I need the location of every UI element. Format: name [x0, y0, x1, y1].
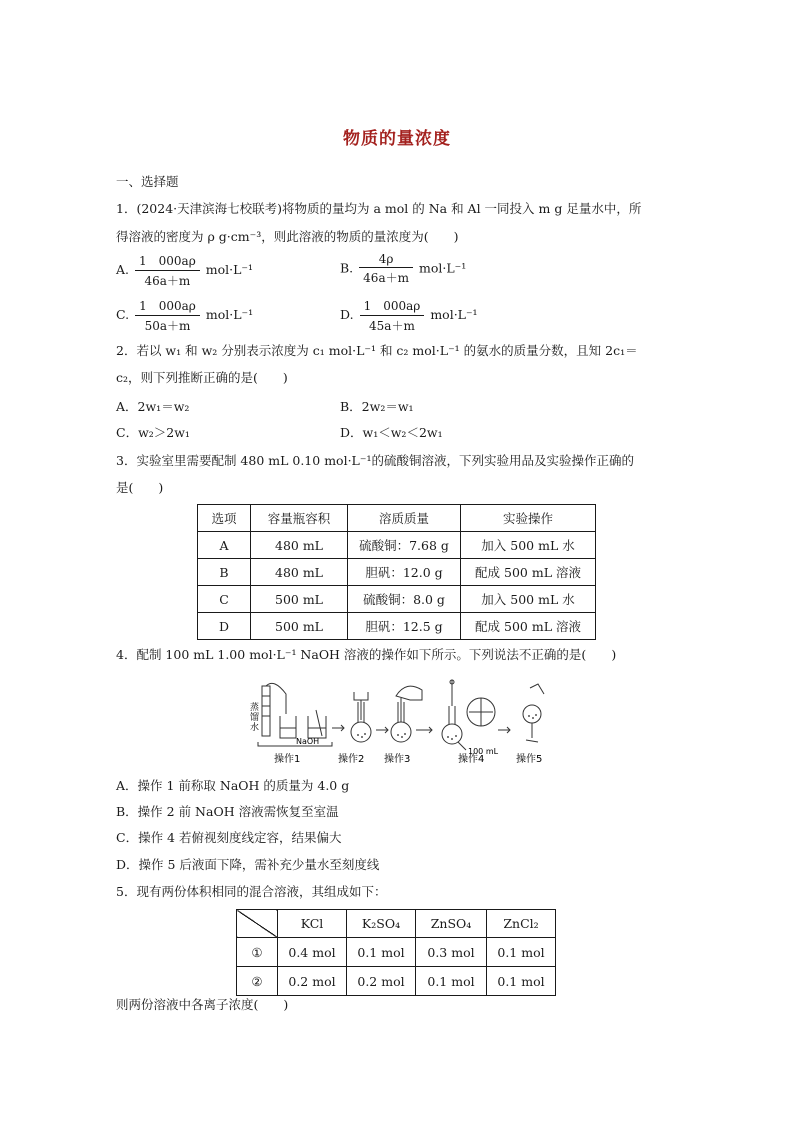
q2-option-a[interactable]: A．2w₁＝w₂: [116, 399, 190, 414]
fraction: [135, 252, 200, 289]
volume-label: 100 mL: [468, 747, 499, 756]
row-label: ②: [237, 967, 278, 996]
table-cell: 0.1 mol: [416, 967, 487, 996]
naoh-label: NaOH: [296, 737, 320, 746]
q4-option-c[interactable]: C．操作 4 若俯视刻度线定容，结果偏大: [116, 830, 342, 845]
denominator: 46a＋m: [144, 274, 191, 288]
table-cell: C: [198, 586, 251, 613]
table-cell: 胆矾：12.5 g: [348, 613, 461, 640]
denominator: 45a＋m: [369, 319, 415, 333]
volumetric-flask-icon: [351, 722, 371, 742]
q1-option-b[interactable]: [340, 252, 466, 286]
denominator: 50a＋m: [144, 319, 191, 333]
table-cell: 0.1 mol: [347, 938, 416, 967]
table-row: [198, 586, 596, 613]
table-cell: D: [198, 613, 251, 640]
step-label: 操作4: [458, 754, 485, 765]
water-label: 馏: [250, 713, 260, 723]
table-cell: B: [198, 559, 251, 586]
water-label: 蒸: [250, 703, 260, 713]
q4-option-a[interactable]: A．操作 1 前称取 NaOH 的质量为 4.0 g: [116, 778, 350, 793]
q3-table: [197, 504, 596, 640]
table-cell: 500 mL: [251, 613, 348, 640]
header-cell: KCl: [278, 910, 347, 938]
diagonal-corner-cell: [237, 910, 278, 938]
numerator: 4ρ: [359, 252, 413, 268]
table-row: [198, 532, 596, 559]
q2-option-b[interactable]: B．2w₂＝w₁: [340, 399, 414, 414]
fraction: [359, 252, 413, 286]
q2-stem-line2: c₂，则下列推断正确的是( ): [116, 370, 288, 385]
q1-option-c[interactable]: [116, 297, 253, 334]
table-header-row: [198, 505, 596, 532]
option-label: B.: [340, 260, 354, 276]
option-label: A.: [116, 262, 130, 277]
q3-stem-line1: 3．实验室里需要配制 480 mL 0.10 mol·L⁻¹的硫酸铜溶液，下列实验用品及实验操作正确的: [116, 453, 634, 468]
unit: mol·L⁻¹: [418, 260, 467, 276]
section-heading: 一、选择题: [116, 174, 179, 189]
q2-stem-line1: 2．若以 w₁ 和 w₂ 分别表示浓度为 c₁ mol·L⁻¹ 和 c₂ mol·L⁻¹ 的氨水的质量分数，且知 2c₁＝: [116, 343, 638, 358]
header-cell: 实验操作: [461, 505, 596, 532]
q1-option-a[interactable]: [116, 252, 253, 289]
wash-bottle-icon: [262, 686, 270, 736]
table-cell: 500 mL: [251, 586, 348, 613]
table-row: [237, 938, 556, 967]
volumetric-flask-icon: [442, 724, 462, 744]
option-label: C.: [116, 307, 130, 322]
q2-option-d[interactable]: D．w₁＜w₂＜2w₁: [340, 425, 443, 440]
numerator: 1 000aρ: [135, 252, 200, 271]
page-title: 物质的量浓度: [343, 129, 451, 149]
beaker-icon: [280, 716, 296, 738]
step-label: 操作2: [338, 754, 365, 765]
table-cell: 0.2 mol: [347, 967, 416, 996]
unit: mol·L⁻¹: [205, 262, 254, 277]
water-label: 水: [250, 723, 260, 733]
table-cell: 硫酸铜：7.68 g: [348, 532, 461, 559]
table-cell: 0.2 mol: [278, 967, 347, 996]
table-cell: 胆矾：12.0 g: [348, 559, 461, 586]
q1-stem-line1: 1．(2024·天津滨海七校联考)将物质的量均为 a mol 的 Na 和 Al 一同投入 m g 足量水中，所: [116, 201, 642, 216]
q5-stem-line2: 则两份溶液中各离子浓度( ): [116, 997, 289, 1012]
q5-table: [236, 909, 556, 996]
hand-icon: [530, 684, 544, 694]
table-cell: 0.1 mol: [487, 967, 556, 996]
q5-stem-line1: 5．现有两份体积相同的混合溶液，其组成如下：: [116, 884, 387, 899]
q4-procedure-figure: [246, 676, 552, 768]
stirring-rod-icon: [316, 710, 322, 736]
header-cell: ZnSO₄: [416, 910, 487, 938]
q1-option-d[interactable]: [340, 297, 478, 334]
table-cell: 配成 500 mL 溶液: [461, 559, 596, 586]
table-row: [237, 967, 556, 996]
fraction: [360, 297, 425, 334]
table-cell: 480 mL: [251, 559, 348, 586]
table-row: [198, 559, 596, 586]
wash-bottle-icon: [396, 686, 422, 700]
table-cell: 0.3 mol: [416, 938, 487, 967]
q1-stem-line2: 得溶液的密度为 ρ g·cm⁻³，则此溶液的物质的量浓度为( ): [116, 229, 459, 244]
header-cell: 溶质质量: [348, 505, 461, 532]
step-label: 操作5: [516, 754, 543, 765]
header-cell: 选项: [198, 505, 251, 532]
table-cell: 0.4 mol: [278, 938, 347, 967]
table-cell: 0.1 mol: [487, 938, 556, 967]
denominator: 46a＋m: [363, 271, 409, 285]
table-header-row: [237, 910, 556, 938]
unit: mol·L⁻¹: [205, 307, 254, 322]
header-cell: ZnCl₂: [487, 910, 556, 938]
step1-bracket: [258, 742, 332, 746]
header-cell: K₂SO₄: [347, 910, 416, 938]
numerator: 1 000aρ: [360, 297, 425, 316]
row-label: ①: [237, 938, 278, 967]
table-cell: A: [198, 532, 251, 559]
table-cell: 配成 500 mL 溶液: [461, 613, 596, 640]
q4-stem-line1: 4．配制 100 mL 1.00 mol·L⁻¹ NaOH 溶液的操作如下所示。下列说法不正确的是( ): [116, 647, 617, 662]
table-row: [198, 613, 596, 640]
q3-stem-line2: 是( ): [116, 480, 164, 495]
step-label: 操作1: [274, 754, 301, 765]
numerator: 1 000aρ: [135, 297, 200, 316]
volumetric-flask-icon: [391, 722, 411, 742]
q4-option-b[interactable]: B．操作 2 前 NaOH 溶液需恢复至室温: [116, 804, 339, 819]
table-cell: 480 mL: [251, 532, 348, 559]
q4-option-d[interactable]: D．操作 5 后液面下降，需补充少量水至刻度线: [116, 857, 380, 872]
header-cell: 容量瓶容积: [251, 505, 348, 532]
beaker-icon: [354, 692, 368, 700]
option-label: D.: [340, 307, 354, 322]
unit: mol·L⁻¹: [430, 307, 478, 322]
fraction: [135, 297, 200, 334]
volumetric-flask-icon: [523, 705, 541, 723]
beaker-icon: [308, 716, 326, 738]
table-cell: 加入 500 mL 水: [461, 586, 596, 613]
table-cell: 硫酸铜：8.0 g: [348, 586, 461, 613]
table-cell: 加入 500 mL 水: [461, 532, 596, 559]
q2-option-c[interactable]: C．w₂＞2w₁: [116, 425, 190, 440]
step-label: 操作3: [384, 754, 411, 765]
